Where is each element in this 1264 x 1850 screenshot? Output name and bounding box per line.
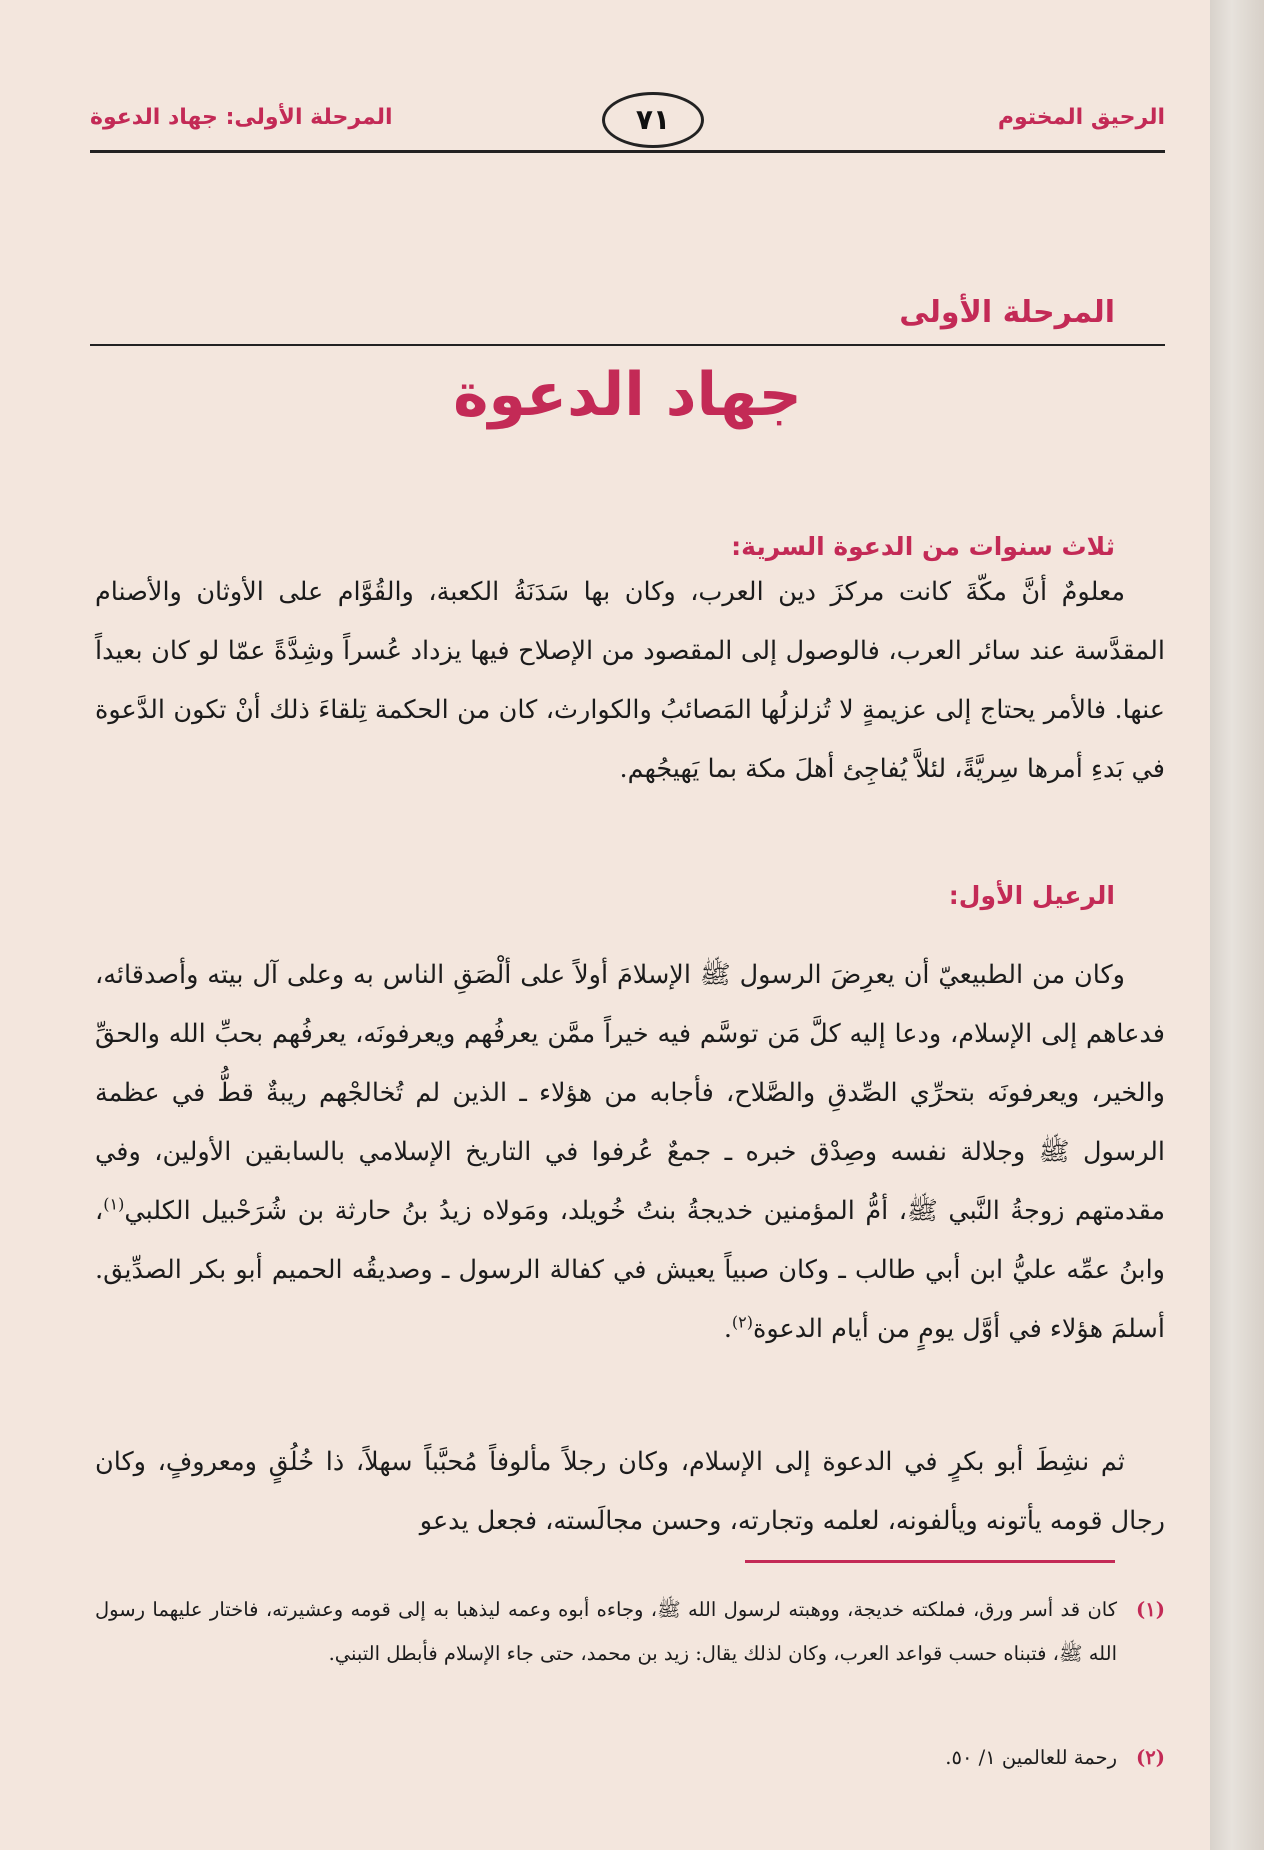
footnote-text: رحمة للعالمين ١/ ٥٠.: [945, 1746, 1117, 1769]
footnote-number: (١): [1136, 1598, 1165, 1621]
paragraph-secret-call: [95, 563, 1165, 799]
section-title-secret-call: ثلاث سنوات من الدعوة السرية:: [731, 532, 1115, 561]
chapter-title: المرحلة الأولى: جهاد الدعوة: [90, 105, 393, 130]
footnote-divider: [745, 1560, 1115, 1563]
paragraph-abu-bakr: [95, 1433, 1165, 1551]
footnote-ref-2[interactable]: (٢): [731, 1312, 754, 1332]
footnote-number: (٢): [1136, 1746, 1165, 1769]
footnote-2: [95, 1736, 1165, 1780]
paragraph-text: ثم نشِطَ أبو بكرٍ في الدعوة إلى الإسلام، وكان رجلاً مألوفاً مُحبَّباً سهلاً، ذا خُلُقٍ ومعروفٍ، وكان رجال قومه يأتونه ويألفونه، لعلمه وتجارته، وحسن مجالَسته، فجعل يدعو: [95, 1447, 1165, 1536]
stage-label: المرحلة الأولى: [899, 295, 1115, 330]
footnote-1: [95, 1588, 1165, 1676]
page-gutter: [1210, 0, 1264, 1850]
paragraph-text: .: [723, 1314, 732, 1344]
header-divider: [90, 150, 1165, 153]
book-title: الرحيق المختوم: [997, 105, 1165, 130]
footnote-ref-1[interactable]: (١): [103, 1194, 125, 1214]
paragraph-text: ، وابنُ عمِّه عليُّ ابن أبي طالب ـ وكان صبياً يعيش في كفالة الرسول ـ وصديقُه الحميم أبو بكر الصدِّيق. أسلمَ هؤلاء في أوَّل يومٍ من أيام الدعوة: [95, 1196, 1165, 1344]
section-title-first-group: الرعيل الأول:: [948, 881, 1115, 910]
main-title: جهاد الدعوة: [453, 360, 802, 430]
stage-divider: [90, 344, 1165, 346]
paragraph-text: معلومٌ أنَّ مكّةَ كانت مركزَ دين العرب، وكان بها سَدَنَةُ الكعبة، والقُوَّام على الأوثان والأصنام المقدَّسة عند سائر العرب، فالوصول إلى المقصود من الإصلاح فيها يزداد عُسراً وشِدَّةً عمّا لو كان بعيداً عنها. فالأمر يحتاج إلى عزيمةٍ لا تُزلزلُها المَصائبُ والكوارث، كان من الحكمة تِلقاءَ ذلك أنْ تكون الدَّعوة في بَدءِ أمرها سِريَّةً، لئلاَّ يُفاجِئ أهلَ مكة بما يَهيجُهم.: [95, 577, 1165, 784]
page-number: ٧١: [602, 92, 704, 148]
paragraph-first-group: [95, 946, 1165, 1359]
footnote-text: كان قد أسر ورق، فملكته خديجة، ووهبته لرسول الله ﷺ، وجاءه أبوه وعمه ليذهبا به إلى قومه وعشيرته، فاختار عليهما رسول الله ﷺ، فتبناه حسب قواعد العرب، وكان لذلك يقال: زيد بن محمد، حتى جاء الإسلام فأبطل التبني.: [95, 1598, 1117, 1665]
running-header: [90, 95, 1165, 151]
paragraph-text: وكان من الطبيعيّ أن يعرِضَ الرسول ﷺ الإسلامَ أولاً على ألْصَقِ الناس به وعلى آل بيته وأصدقائه، فدعاهم إلى الإسلام، ودعا إليه كلَّ مَن توسَّم فيه خيراً ممَّن يعرفُهم ويعرفونَه، يعرفُهم بحبِّ الله والحقِّ والخير، ويعرفونَه بتحرِّي الصِّدقِ والصَّلاح، فأجابه من هؤلاء ـ الذين لم تُخالجْهم ريبةٌ قطُّ في عظمة الرسول ﷺ وجلالة نفسه وصِدْق خبره ـ جمعٌ عُرفوا في التاريخ الإسلامي بالسابقين الأولين، وفي مقدمتهم زوجةُ النَّبي ﷺ، أمُّ المؤمنين خديجةُ بنتُ خُويلد، ومَولاه زيدُ بنُ حارثة بن شُرَحْبيل الكلبي: [95, 960, 1165, 1226]
